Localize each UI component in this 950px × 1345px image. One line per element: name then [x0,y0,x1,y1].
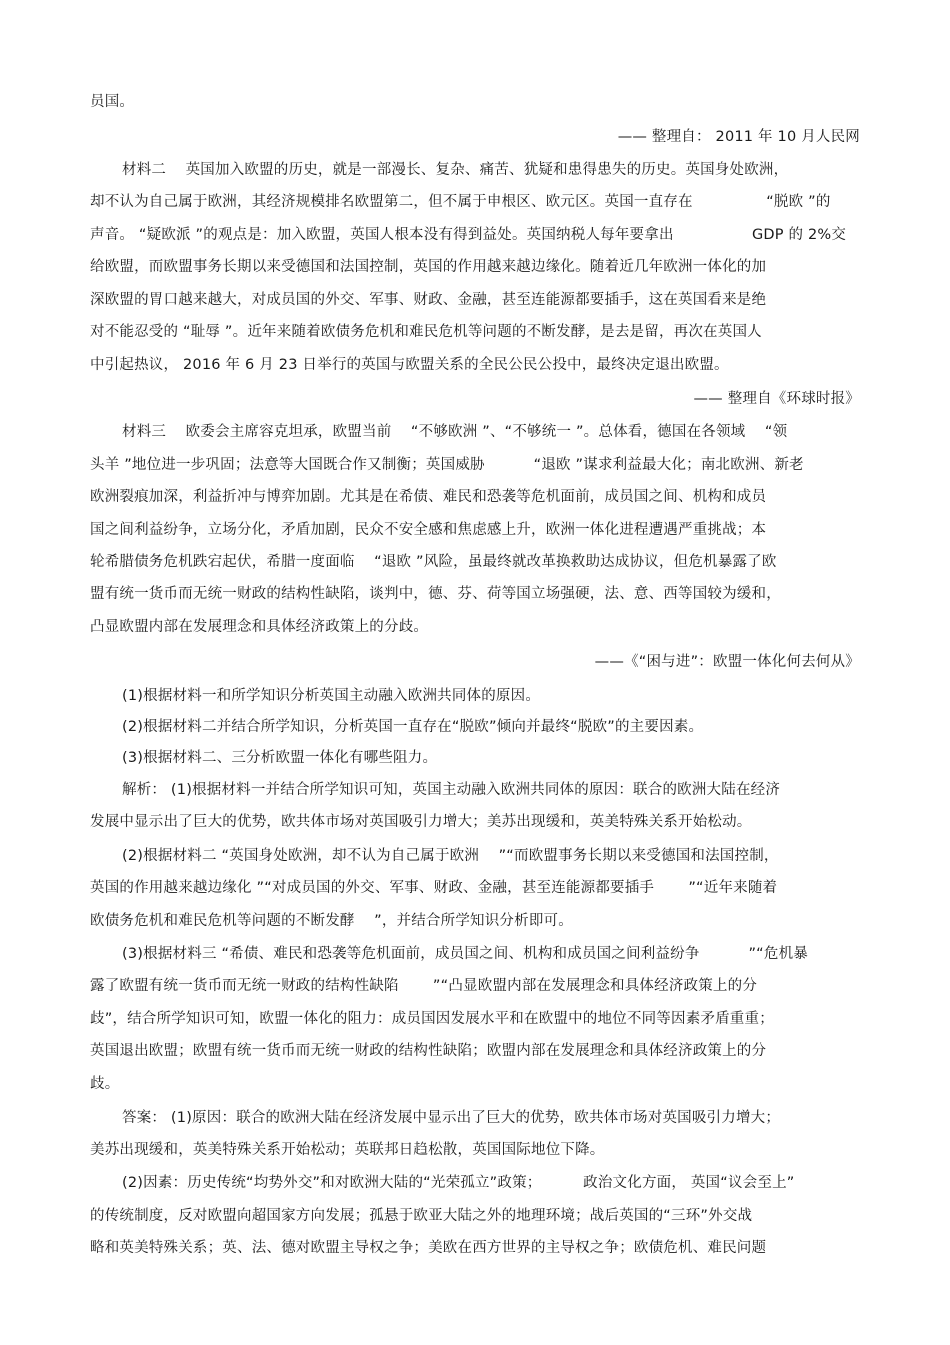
answer-line: 答案： (1)原因：联合的欧洲大陆在经济发展中显示出了巨大的优势，欧共体市场对英国吸引力增大； [122,1110,781,1126]
question-2: (2)根据材料二并结合所学知识，分析英国一直存在“脱欧”倾向并最终“脱欧”的主要因素。 [122,719,704,735]
answer-line: 美苏出现缓和，英美特殊关系开始松动；英联邦日趋松散，英国国际地位下降。 [90,1142,605,1158]
analysis-line: 歧”，结合所学知识可知，欧盟一体化的阻力：成员国因发展水平和在欧盟中的地位不同等因素矛盾重重； [90,1011,774,1027]
text-line: 头羊 ”地位进一步巩固；法意等大国既合作又制衡；英国威胁 “退欧 ”谋求利益最大化；南北欧洲、新老 [90,457,804,473]
text-line: 声音。 “疑欧派 ”的观点是：加入欧盟，英国人根本没有得到益处。英国纳税人每年要拿出 GDP 的 2%交 [90,227,847,243]
analysis-line: 英国的作用越来越边缘化 ”“对成员国的外交、军事、财政、金融，甚至连能源都要插手 ”“近年来随着 [90,880,778,896]
analysis-line: 发展中显示出了巨大的优势，欧共体市场对英国吸引力增大；美苏出现缓和，英美特殊关系开始松动。 [90,814,752,830]
text-line: 材料二 英国加入欧盟的历史，就是一部漫长、复杂、痛苦、犹疑和患得患失的历史。英国身处欧洲， [122,162,789,178]
source-note: —— 整理自《环球时报》 [693,391,860,407]
analysis-line: 英国退出欧盟；欧盟有统一货币而无统一财政的结构性缺陷；欧盟内部在发展理念和具体经济政策上的分 [90,1043,767,1059]
text-line: 材料三 欧委会主席容克坦承，欧盟当前 “不够欧洲 ”、“不够统一 ”。总体看，德国在各领域 “领 [122,424,788,440]
text-line: 对不能忍受的 “耻辱 ”。近年来随着欧债务危机和难民危机等问题的不断发酵，是去是留，再次在英国人 [90,324,762,340]
text-line: 深欧盟的胃口越来越大，对成员国的外交、军事、财政、金融，甚至连能源都要插手，这在英国看来是绝 [90,292,767,308]
analysis-line: (3)根据材料三 “希债、难民和恐袭等危机面前，成员国之间、机构和成员国之间利益纷争 ”“危机暴 [122,946,808,962]
answer-line: 略和英美特殊关系；英、法、德对欧盟主导权之争；美欧在西方世界的主导权之争；欧债危机、难民问题 [90,1240,767,1256]
text-line: 给欧盟，而欧盟事务长期以来受德国和法国控制，英国的作用越来越边缘化。随着近几年欧洲一体化的加 [90,259,767,275]
text-line: 盟有统一货币而无统一财政的结构性缺陷，谈判中，德、芬、荷等国立场强硬，法、意、西等国较为缓和， [90,586,781,602]
source-note: —— 整理自： 2011 年 10 月人民网 [617,129,860,145]
question-1: (1)根据材料一和所学知识分析英国主动融入欧洲共同体的原因。 [122,688,541,704]
source-note: ——《“困与进”：欧盟一体化何去何从》 [594,654,860,670]
answer-line: 的传统制度，反对欧盟向超国家方向发展；孤悬于欧亚大陆之外的地理环境；战后英国的“三环”外交战 [90,1208,753,1224]
answer-line: (2)因素：历史传统“均势外交”和对欧洲大陆的“光荣孤立”政策； 政治文化方面， 英国“议会至上” [122,1175,795,1191]
text-line: 中引起热议， 2016 年 6 月 23 日举行的英国与欧盟关系的全民公民公投中，最终决定退出欧盟。 [90,357,729,373]
analysis-line: (2)根据材料二 “英国身处欧洲，却不认为自己属于欧洲 ”“而欧盟事务长期以来受德国和法国控制， [122,848,779,864]
text-line: 凸显欧盟内部在发展理念和具体经济政策上的分歧。 [90,619,429,635]
text-line: 员国。 [90,94,135,110]
analysis-line: 解析： (1)根据材料一并结合所学知识可知，英国主动融入欧洲共同体的原因：联合的欧洲大陆在经济 [122,782,781,798]
text-line: 欧洲裂痕加深，利益折冲与博弈加剧。尤其是在希债、难民和恐袭等危机面前，成员国之间、机构和成员 [90,489,767,505]
question-3: (3)根据材料二、三分析欧盟一体化有哪些阻力。 [122,750,438,766]
analysis-line: 欧债务危机和难民危机等问题的不断发酵 ”，并结合所学知识分析即可。 [90,913,573,929]
analysis-line: 露了欧盟有统一货币而无统一财政的结构性缺陷 ”“凸显欧盟内部在发展理念和具体经济政策上的分 [90,978,758,994]
text-line: 国之间利益纷争，立场分化，矛盾加剧，民众不安全感和焦虑感上升，欧洲一体化进程遭遇严重挑战；本 [90,522,767,538]
text-line: 却不认为自己属于欧洲，其经济规模排名欧盟第二，但不属于申根区、欧元区。英国一直存在 “脱欧 ”的 [90,194,831,210]
text-line: 轮希腊债务危机跌宕起伏，希腊一度面临 “退欧 ”风险，虽最终就改革换救助达成协议，但危机暴露了欧 [90,554,777,570]
analysis-line: 歧。 [90,1076,120,1092]
